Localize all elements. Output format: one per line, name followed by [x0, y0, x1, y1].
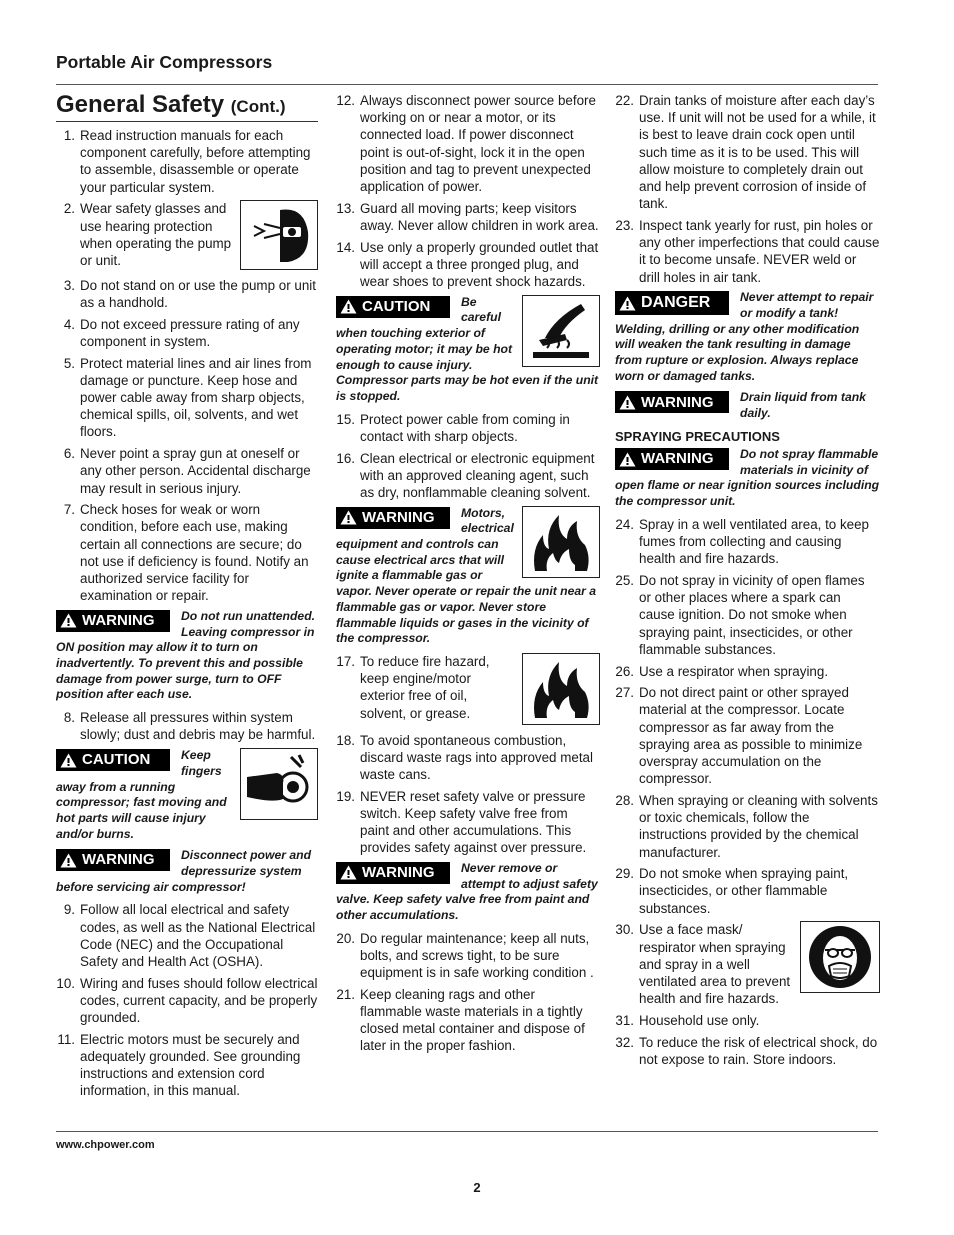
- signal-label: DANGER: [641, 294, 711, 312]
- item-number: 4.: [63, 316, 75, 332]
- list-item: [615, 865, 880, 917]
- item-text: NEVER reset safety valve or pressure switch. Keep safety valve free from paint and other accumulations. This provides safety against over pressure.: [360, 788, 587, 856]
- signal-label: WARNING: [82, 612, 155, 630]
- item-text: Check hoses for weak or worn condition, before each use, making certain all connections are secure; do not use if deficiency is found. Notify an authorized service facility for examination or repair.: [80, 502, 309, 604]
- alert-triangle-icon: [619, 296, 636, 311]
- item-text: Do not exceed pressure rating of any component in system.: [80, 316, 300, 349]
- signal-label: WARNING: [641, 393, 714, 411]
- item-text: Spray in a well ventilated area, to keep fumes from collecting and causing health and fire hazards.: [639, 516, 870, 567]
- caution-signal-word: [336, 296, 450, 318]
- notice-text: Never remove or attempt to adjust safety valve. Keep safety valve free from paint and other accumulations.: [336, 860, 598, 923]
- list-item: [56, 200, 234, 269]
- warning-notice: [615, 390, 880, 421]
- signal-label: WARNING: [362, 864, 435, 882]
- notice-text: Drain liquid from tank daily.: [740, 390, 866, 421]
- item-text: Guard all moving parts; keep visitors away. Never allow children in work area.: [360, 200, 599, 233]
- item-number: 22.: [615, 93, 634, 108]
- spraying-precautions-heading: SPRAYING PRECAUTIONS: [615, 428, 780, 444]
- list-item: [615, 1034, 880, 1068]
- list-item: [56, 901, 318, 970]
- document-header: Portable Air Compressors: [56, 52, 273, 72]
- list-item: [336, 653, 516, 722]
- list-item: [336, 411, 600, 445]
- list-item: [336, 200, 600, 234]
- item-number: 16.: [336, 450, 355, 466]
- item-number: 21.: [336, 986, 355, 1002]
- list-item: [336, 732, 600, 784]
- warning-notice: [336, 861, 600, 924]
- item-number: 11.: [57, 1031, 75, 1047]
- item-number: 1.: [63, 128, 75, 143]
- item-number: 6.: [63, 446, 75, 462]
- item-number: 3.: [63, 277, 75, 293]
- list-item: [56, 277, 318, 311]
- item-text: Never point a spray gun at oneself or any other person. Accidental discharge may result in serious injury.: [80, 446, 311, 496]
- warning-notice: [56, 848, 318, 895]
- list-item-with-image: [615, 921, 880, 1007]
- list-item: [56, 709, 318, 743]
- item-text: Read instruction manuals for each component carefully, before attempting to assemble, disassemble or operate your particular system.: [80, 128, 311, 195]
- warning-signal-word: [336, 507, 450, 529]
- item-text: Use a face mask/ respirator when spraying and spray in a well ventilated area to prevent health and fire hazards.: [639, 922, 791, 1007]
- item-number: 13.: [336, 200, 355, 216]
- item-text: Do regular maintenance; keep all nuts, bolts, and screws tight, to be sure equipment is in safe working condition .: [360, 930, 594, 981]
- list-item: [336, 986, 600, 1055]
- hot-surface-hand-icon: [522, 295, 600, 367]
- notice-text: Disconnect power and depressurize system before servicing air compressor!: [56, 848, 312, 894]
- list-item: [615, 92, 880, 212]
- list-item: [336, 239, 600, 291]
- list-item: [615, 792, 880, 861]
- item-number: 12.: [336, 93, 355, 108]
- signal-label: WARNING: [362, 508, 435, 526]
- item-number: 10.: [56, 975, 75, 991]
- warning-signal-word: [615, 448, 729, 470]
- item-text: Follow all local electrical and safety codes, as well as the National Electrical Code (NEC) and the Occupational Safety and Health Act (OSHA).: [80, 902, 316, 970]
- item-text: Use only a properly grounded outlet that will accept a three pronged plug, and wear shoes to prevent shock hazards.: [360, 239, 599, 290]
- section-title-cont: (Cont.): [230, 97, 286, 116]
- item-number: 2.: [63, 201, 75, 217]
- item-number: 20.: [336, 930, 355, 946]
- item-text: To reduce fire hazard, keep engine/motor exterior free of oil, solvent, or grease.: [360, 654, 490, 721]
- alert-triangle-icon: [60, 853, 77, 868]
- signal-label: CAUTION: [362, 297, 431, 315]
- caution-notice: [56, 748, 318, 842]
- alert-triangle-icon: [619, 452, 636, 467]
- list-item: [615, 663, 880, 680]
- item-text: Do not smoke when spraying paint, insecticides, or other flammable substances.: [639, 866, 849, 916]
- item-text: Clean electrical or electronic equipment with an approved cleaning agent, such as dry, nonflammable cleaning solvent.: [360, 450, 595, 500]
- page-number: 2: [473, 1180, 481, 1195]
- list-item: [615, 516, 880, 568]
- item-text: Wear safety glasses and use hearing protection when operating the pump or unit.: [80, 201, 232, 268]
- item-text: Protect material lines and air lines from damage or puncture. Keep hose and power cable away from sharp objects, chemical spills, oil, solvents, and wet floors.: [80, 355, 312, 440]
- item-number: 5.: [63, 355, 75, 371]
- item-text: Keep cleaning rags and other flammable waste materials in a tightly closed metal container and dispose of later in the proper fashion.: [360, 986, 585, 1054]
- list-item: [56, 127, 318, 196]
- alert-triangle-icon: [60, 613, 77, 628]
- list-item: [56, 355, 318, 441]
- item-number: 32.: [615, 1034, 634, 1050]
- list-item: [336, 788, 600, 857]
- list-item: [615, 921, 794, 1007]
- notice-text: Motors, electrical equipment and controls can cause electrical arcs that will ignite a flammable gas or vapor. Never operate or repair the unit near a flammable gas or vapor. Never store flammable liquids or gases in the vicinity of the compressor.: [336, 505, 597, 646]
- item-text: Do not spray in vicinity of open flames or other places where a spark can cause ignition. Do not smoke when spraying paint, insecticides, or other flammable substances.: [639, 572, 865, 657]
- list-item: [615, 1012, 880, 1029]
- list-item: [56, 501, 318, 604]
- list-item-with-image: [336, 653, 600, 727]
- warning-notice: [615, 447, 880, 510]
- caution-signal-word: [56, 749, 170, 771]
- item-text: Electric motors must be securely and adequately grounded. See grounding instructions and extension cord information, in this manual.: [80, 1031, 301, 1099]
- item-text: Drain tanks of moisture after each day’s use. If unit will not be used for a while, it is best to leave drain cock open until such time as it is to be used. This will allow moisture to completely drain out and help prevent corrosion of inside of tank.: [639, 93, 876, 212]
- list-item: [56, 445, 318, 497]
- warning-signal-word: [56, 849, 170, 871]
- item-number: 7.: [63, 502, 75, 518]
- respirator-mask-icon: [800, 921, 880, 993]
- item-number: 18.: [336, 732, 355, 748]
- list-item: [336, 930, 600, 982]
- danger-notice: [615, 290, 880, 384]
- warning-notice: [56, 609, 318, 703]
- alert-triangle-icon: [340, 299, 357, 314]
- item-number: 8.: [63, 710, 75, 726]
- alert-triangle-icon: [340, 510, 357, 525]
- item-number: 23.: [615, 217, 634, 233]
- fire-hazard-icon: [522, 653, 600, 725]
- list-item-with-image: [56, 200, 318, 272]
- item-text: Do not stand on or use the pump or unit as a handhold.: [80, 277, 316, 311]
- notice-text: Never attempt to repair or modify a tank! Welding, drilling or any other modification will weaken the tank resulting in damage from rupture or explosion. Always replace worn or damaged tanks.: [615, 290, 874, 383]
- signal-label: CAUTION: [82, 751, 151, 769]
- item-text: Wiring and fuses should follow electrical codes, current capacity, and be properly grounded.: [80, 975, 318, 1026]
- warning-signal-word: [336, 862, 450, 884]
- item-number: 31.: [615, 1012, 634, 1028]
- item-number: 29.: [615, 866, 634, 882]
- item-number: 27.: [615, 685, 634, 701]
- notice-text: Be careful when touching exterior of operating motor; it may be hot enough to cause injury. Compressor parts may be hot even if the unit is stopped.: [336, 294, 599, 403]
- section-title-text: General Safety: [56, 91, 225, 118]
- footer-rule: [56, 1131, 878, 1132]
- alert-triangle-icon: [340, 865, 357, 880]
- safety-glasses-hearing-icon: [240, 200, 318, 270]
- list-item: [336, 92, 600, 195]
- item-number: 30.: [615, 922, 634, 938]
- alert-triangle-icon: [60, 753, 77, 768]
- signal-label: WARNING: [82, 851, 155, 869]
- notice-text: Do not spray flammable materials in vicinity of open flame or near ignition sources including the compressor unit.: [615, 447, 880, 509]
- item-number: 15.: [336, 411, 355, 427]
- section-title: [56, 92, 318, 122]
- item-number: 14.: [336, 239, 355, 255]
- item-text: To avoid spontaneous combustion, discard waste rags into approved metal waste cans.: [360, 732, 593, 782]
- warning-signal-word: [56, 610, 170, 632]
- column-2: [336, 92, 600, 1059]
- item-text: To reduce the risk of electrical shock, do not expose to rain. Store indoors.: [639, 1034, 878, 1067]
- item-number: 9.: [63, 902, 75, 918]
- item-text: Always disconnect power source before working on or near a motor, or its connected load. If power disconnect point is out-of-sight, lock it in the open position and tag to prevent unexpected application of power.: [360, 93, 596, 195]
- danger-signal-word: [615, 291, 729, 315]
- item-number: 26.: [615, 663, 634, 679]
- signal-label: WARNING: [641, 450, 714, 468]
- list-item: [56, 975, 318, 1027]
- fire-hazard-icon: [522, 506, 600, 578]
- list-item: [56, 1031, 318, 1100]
- item-text: Do not direct paint or other sprayed material at the compressor. Locate compressor as far away from the spraying area as possible to minimize overspray accumulation on the compressor.: [639, 685, 863, 787]
- caution-notice: [336, 295, 600, 405]
- item-number: 24.: [615, 516, 634, 532]
- column-1: [56, 92, 318, 1104]
- hand-fan-hazard-icon: [240, 748, 318, 820]
- warning-notice: [336, 506, 600, 647]
- alert-triangle-icon: [619, 395, 636, 410]
- item-text: Use a respirator when spraying.: [639, 663, 829, 679]
- item-text: Protect power cable from coming in contact with sharp objects.: [360, 411, 570, 444]
- list-item: [615, 572, 880, 658]
- footer-website: www.chpower.com: [56, 1139, 155, 1151]
- header-rule: [56, 84, 878, 85]
- item-number: 25.: [615, 572, 634, 588]
- item-text: Household use only.: [639, 1012, 760, 1028]
- list-item: [336, 450, 600, 502]
- item-text: When spraying or cleaning with solvents or toxic chemicals, follow the instructions provided by the chemical manufacturer.: [639, 792, 878, 860]
- item-number: 19.: [336, 788, 355, 804]
- list-item: [615, 684, 880, 787]
- warning-signal-word: [615, 391, 729, 413]
- list-item: [56, 316, 318, 350]
- item-number: 28.: [615, 792, 634, 808]
- item-text: Inspect tank yearly for rust, pin holes or any other imperfections that could cause it to become unsafe. NEVER weld or drill holes in air tank.: [639, 217, 880, 285]
- column-3: [615, 92, 880, 1072]
- list-item: [615, 217, 880, 286]
- item-number: 17.: [336, 654, 355, 669]
- notice-text: Do not run unattended. Leaving compressor in ON position may allow it to turn on inadvertently. To prevent this and possible damage from power surge, turn to OFF position after each use.: [56, 608, 316, 702]
- notice-text: Keep fingers away from a running compressor; fast moving and hot parts will cause injury and/or burns.: [56, 748, 227, 841]
- item-text: Release all pressures within system slowly; dust and debris may be harmful.: [80, 710, 316, 743]
